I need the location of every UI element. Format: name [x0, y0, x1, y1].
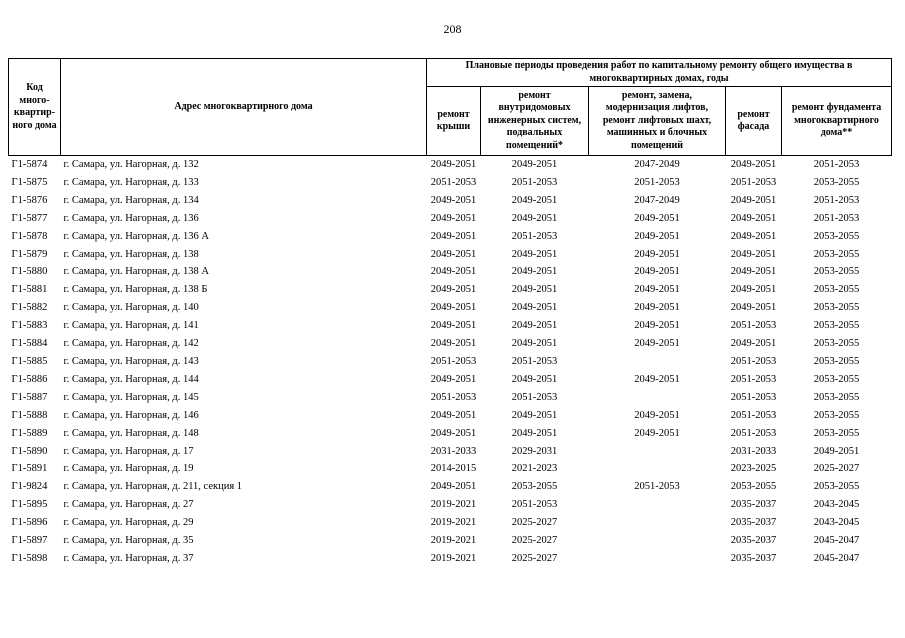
header-code: Код много-квартир-ного дома: [9, 59, 61, 156]
row-address: г. Самара, ул. Нагорная, д. 132: [63, 159, 199, 170]
row-roof: 2049-2051: [430, 338, 477, 350]
row-address: г. Самара, ул. Нагорная, д. 134: [63, 194, 199, 206]
row-facade: 2049-2051: [730, 159, 777, 170]
table-body: [9, 156, 892, 568]
row-systems: 2021-2023: [511, 463, 558, 475]
row-systems: 2025-2027: [511, 517, 558, 529]
row-roof: 2014-2015: [430, 463, 477, 475]
row-code: Г1-5888: [11, 409, 48, 421]
row-roof: 2051-2053: [430, 355, 477, 367]
row-facade: 2049-2051: [730, 212, 777, 224]
row-address: г. Самара, ул. Нагорная, д. 138 Б: [63, 284, 208, 296]
row-roof: 2049-2051: [430, 373, 477, 385]
row-foundation: 2053-2055: [813, 176, 860, 188]
header-roof: ремонт крыши: [427, 87, 481, 156]
row-address: г. Самара, ул. Нагорная, д. 140: [63, 302, 199, 314]
row-foundation: 2053-2055: [813, 320, 860, 332]
row-systems: 2049-2051: [511, 302, 558, 314]
row-facade: 2049-2051: [730, 338, 777, 350]
row-foundation: 2053-2055: [813, 302, 860, 314]
row-address: г. Самара, ул. Нагорная, д. 142: [63, 338, 199, 350]
row-roof: 2019-2021: [430, 552, 477, 564]
table-row: [9, 425, 892, 443]
row-roof: 2049-2051: [430, 266, 477, 278]
row-systems: 2049-2051: [511, 159, 558, 170]
row-code: Г1-5879: [11, 248, 48, 260]
table-row: [9, 228, 892, 246]
row-facade: 2051-2053: [730, 320, 777, 332]
row-address: г. Самара, ул. Нагорная, д. 138: [63, 248, 199, 260]
row-roof: 2019-2021: [430, 517, 477, 529]
row-foundation: 2053-2055: [813, 284, 860, 296]
row-address: г. Самара, ул. Нагорная, д. 133: [63, 176, 199, 188]
row-foundation: 2053-2055: [813, 248, 860, 260]
row-address: г. Самара, ул. Нагорная, д. 141: [63, 320, 199, 332]
table-row: [9, 299, 892, 317]
row-code: Г1-5875: [11, 176, 48, 188]
row-elevators: 2047-2049: [634, 194, 680, 206]
row-elevators: [589, 460, 726, 478]
row-roof: 2031-2033: [430, 445, 477, 457]
row-elevators: [589, 532, 726, 550]
row-systems: 2049-2051: [511, 373, 558, 385]
row-elevators: [589, 550, 726, 568]
row-roof: 2049-2051: [430, 159, 477, 170]
row-code: Г1-5898: [11, 552, 48, 564]
row-foundation: 2051-2053: [813, 159, 860, 170]
row-systems: 2051-2053: [511, 176, 558, 188]
row-roof: 2049-2051: [430, 427, 477, 439]
row-elevators: 2049-2051: [634, 230, 680, 242]
row-code: Г1-5885: [11, 355, 48, 367]
row-foundation: 2053-2055: [813, 427, 860, 439]
row-facade: 2051-2053: [730, 355, 777, 367]
row-foundation: 2043-2045: [813, 517, 860, 529]
row-foundation: 2025-2027: [813, 463, 860, 475]
row-elevators: 2049-2051: [634, 284, 680, 296]
row-facade: 2049-2051: [730, 284, 777, 296]
row-systems: 2049-2051: [511, 266, 558, 278]
row-roof: 2019-2021: [430, 499, 477, 511]
row-systems: 2049-2051: [511, 427, 558, 439]
table-row: [9, 174, 892, 192]
table-row: [9, 210, 892, 228]
row-code: Г1-5874: [11, 159, 48, 170]
row-roof: 2049-2051: [430, 248, 477, 260]
row-code: Г1-5883: [11, 320, 48, 332]
row-address: г. Самара, ул. Нагорная, д. 17: [63, 445, 194, 457]
row-address: г. Самара, ул. Нагорная, д. 19: [63, 463, 194, 475]
header-periods: Плановые периоды проведения работ по капитальному ремонту общего имущества в многоквартирных домах, годы: [427, 59, 892, 87]
row-elevators: 2049-2051: [634, 427, 680, 439]
row-code: Г1-5887: [11, 391, 48, 403]
row-systems: 2049-2051: [511, 212, 558, 224]
row-code: Г1-5882: [11, 302, 48, 314]
row-facade: 2051-2053: [730, 409, 777, 421]
row-facade: 2051-2053: [730, 391, 777, 403]
header-address: Адрес многоквартирного дома: [61, 59, 427, 156]
row-systems: 2049-2051: [511, 338, 558, 350]
table-row: [9, 514, 892, 532]
row-elevators: 2051-2053: [634, 481, 680, 493]
row-systems: 2049-2051: [511, 409, 558, 421]
row-elevators: [589, 389, 726, 407]
row-elevators: 2051-2053: [634, 176, 680, 188]
row-foundation: 2053-2055: [813, 230, 860, 242]
row-address: г. Самара, ул. Нагорная, д. 148: [63, 427, 199, 439]
row-elevators: 2049-2051: [634, 302, 680, 314]
row-facade: 2049-2051: [730, 302, 777, 314]
table-row: [9, 371, 892, 389]
header-systems: ремонт внутридомовых инженерных систем, подвальных помещений*: [481, 87, 589, 156]
row-systems: 2051-2053: [511, 391, 558, 403]
row-code: Г1-5895: [11, 499, 48, 511]
capital-repair-table: [8, 58, 892, 568]
row-foundation: 2051-2053: [813, 212, 860, 224]
row-elevators: 2047-2049: [634, 159, 680, 170]
table-row: [9, 496, 892, 514]
table-row: [9, 246, 892, 264]
page-number: 208: [443, 22, 462, 36]
row-elevators: [589, 353, 726, 371]
row-facade: 2051-2053: [730, 427, 777, 439]
row-code: Г1-5884: [11, 338, 48, 350]
row-code: Г1-5890: [11, 445, 48, 457]
row-roof: 2019-2021: [430, 535, 477, 547]
row-address: г. Самара, ул. Нагорная, д. 136 А: [63, 230, 209, 242]
table-row: [9, 443, 892, 461]
row-roof: 2051-2053: [430, 176, 477, 188]
row-elevators: 2049-2051: [634, 338, 680, 350]
row-facade: 2053-2055: [730, 481, 777, 493]
row-roof: 2049-2051: [430, 320, 477, 332]
row-address: г. Самара, ул. Нагорная, д. 211, секция 1: [63, 481, 243, 493]
row-foundation: 2049-2051: [813, 445, 860, 457]
row-facade: 2049-2051: [730, 248, 777, 260]
row-systems: 2025-2027: [511, 552, 558, 564]
table-row: [9, 192, 892, 210]
row-foundation: 2053-2055: [813, 481, 860, 493]
row-facade: 2051-2053: [730, 373, 777, 385]
row-roof: 2049-2051: [430, 302, 477, 314]
row-address: г. Самара, ул. Нагорная, д. 37: [63, 552, 194, 564]
table-row: [9, 550, 892, 568]
row-systems: 2051-2053: [511, 230, 558, 242]
row-facade: 2035-2037: [730, 535, 777, 547]
row-elevators: 2049-2051: [634, 248, 680, 260]
row-facade: 2051-2053: [730, 176, 777, 188]
row-facade: 2035-2037: [730, 499, 777, 511]
row-systems: 2053-2055: [511, 481, 558, 493]
row-foundation: 2045-2047: [813, 552, 860, 564]
row-foundation: 2051-2053: [813, 194, 860, 206]
row-code: Г1-5880: [11, 266, 48, 278]
row-code: Г1-5881: [11, 284, 48, 296]
row-roof: 2049-2051: [430, 409, 477, 421]
row-roof: 2049-2051: [430, 230, 477, 242]
row-code: Г1-5878: [11, 230, 48, 242]
table-row: [9, 353, 892, 371]
row-systems: 2049-2051: [511, 248, 558, 260]
row-systems: 2051-2053: [511, 355, 558, 367]
header-elevators: ремонт, замена, модернизация лифтов, ремонт лифтовых шахт, машинных и блочных помещений: [589, 87, 726, 156]
row-facade: 2031-2033: [730, 445, 777, 457]
row-address: г. Самара, ул. Нагорная, д. 143: [63, 355, 199, 367]
row-facade: 2035-2037: [730, 552, 777, 564]
row-foundation: 2053-2055: [813, 391, 860, 403]
row-roof: 2051-2053: [430, 391, 477, 403]
row-foundation: 2053-2055: [813, 373, 860, 385]
row-elevators: 2049-2051: [634, 409, 680, 421]
row-code: Г1-5877: [11, 212, 48, 224]
table-row: [9, 281, 892, 299]
row-foundation: 2053-2055: [813, 409, 860, 421]
row-roof: 2049-2051: [430, 194, 477, 206]
row-systems: 2025-2027: [511, 535, 558, 547]
row-systems: 2049-2051: [511, 194, 558, 206]
row-facade: 2049-2051: [730, 230, 777, 242]
table-row: [9, 407, 892, 425]
row-roof: 2049-2051: [430, 481, 477, 493]
table-row: [9, 460, 892, 478]
table-row: [9, 156, 892, 174]
header-foundation: ремонт фундамента многоквартирного дома**: [782, 87, 892, 156]
table-row: [9, 389, 892, 407]
table-row: [9, 317, 892, 335]
row-code: Г1-5891: [11, 463, 48, 475]
row-code: Г1-5896: [11, 517, 48, 529]
row-code: Г1-5886: [11, 373, 48, 385]
row-elevators: [589, 496, 726, 514]
row-facade: 2023-2025: [730, 463, 777, 475]
row-code: Г1-5876: [11, 194, 48, 206]
header-facade: ремонт фасада: [726, 87, 782, 156]
row-address: г. Самара, ул. Нагорная, д. 146: [63, 409, 199, 421]
table-row: [9, 532, 892, 550]
row-facade: 2049-2051: [730, 266, 777, 278]
row-address: г. Самара, ул. Нагорная, д. 29: [63, 517, 194, 529]
table-row: [9, 478, 892, 496]
row-address: г. Самара, ул. Нагорная, д. 138 А: [63, 266, 209, 278]
row-address: г. Самара, ул. Нагорная, д. 144: [63, 373, 199, 385]
row-systems: 2051-2053: [511, 499, 558, 511]
row-address: г. Самара, ул. Нагорная, д. 35: [63, 535, 194, 547]
row-foundation: 2043-2045: [813, 499, 860, 511]
row-foundation: 2053-2055: [813, 355, 860, 367]
row-foundation: 2053-2055: [813, 338, 860, 350]
row-code: Г1-9824: [11, 481, 48, 493]
row-systems: 2029-2031: [511, 445, 558, 457]
row-elevators: [589, 514, 726, 532]
row-systems: 2049-2051: [511, 320, 558, 332]
table-row: [9, 335, 892, 353]
row-address: г. Самара, ул. Нагорная, д. 136: [63, 212, 199, 224]
row-foundation: 2045-2047: [813, 535, 860, 547]
row-elevators: 2049-2051: [634, 266, 680, 278]
row-roof: 2049-2051: [430, 284, 477, 296]
row-facade: 2035-2037: [730, 517, 777, 529]
row-roof: 2049-2051: [430, 212, 477, 224]
row-elevators: [589, 443, 726, 461]
row-code: Г1-5889: [11, 427, 48, 439]
row-code: Г1-5897: [11, 535, 48, 547]
row-facade: 2049-2051: [730, 194, 777, 206]
row-elevators: 2049-2051: [634, 320, 680, 332]
row-elevators: 2049-2051: [634, 373, 680, 385]
row-address: г. Самара, ул. Нагорная, д. 27: [63, 499, 194, 511]
table-row: [9, 263, 892, 281]
row-elevators: 2049-2051: [634, 212, 680, 224]
row-address: г. Самара, ул. Нагорная, д. 145: [63, 391, 199, 403]
row-systems: 2049-2051: [511, 284, 558, 296]
row-foundation: 2053-2055: [813, 266, 860, 278]
